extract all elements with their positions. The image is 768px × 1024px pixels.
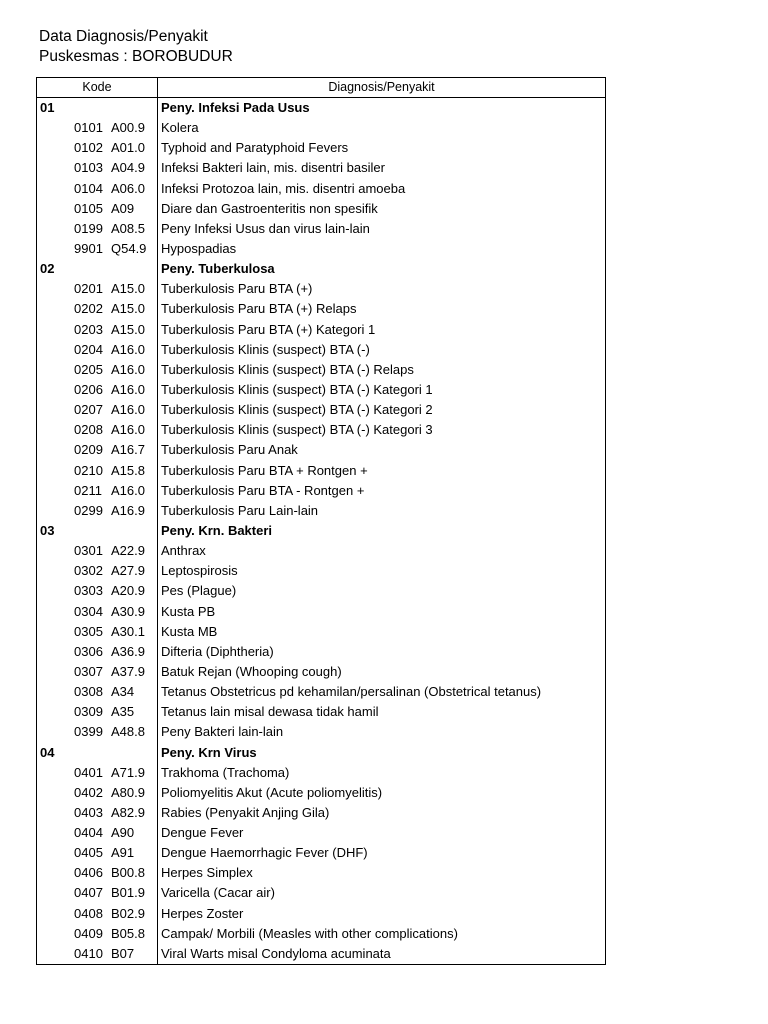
- table-row: [37, 662, 605, 682]
- icd-code: A09: [111, 200, 135, 216]
- diagnosis-table: [36, 77, 606, 965]
- item-code: 0305: [74, 623, 103, 639]
- diagnosis-name: Anthrax: [161, 543, 206, 559]
- table-body: [37, 98, 605, 964]
- item-code: 0203: [74, 321, 103, 337]
- icd-code: B00.8: [111, 865, 145, 881]
- table-row: [37, 158, 605, 178]
- icd-code: B07: [111, 945, 135, 961]
- diagnosis-name: Dengue Fever: [161, 825, 244, 841]
- group-name: Peny. Krn Virus: [161, 744, 257, 760]
- item-code: 0405: [74, 845, 103, 861]
- item-code: 0103: [74, 160, 103, 176]
- icd-code: A30.9: [111, 603, 145, 619]
- diagnosis-name: Peny Bakteri lain-lain: [161, 724, 284, 740]
- table-row: [37, 501, 605, 521]
- group-code: 01: [40, 100, 55, 115]
- icd-code: A15.8: [111, 462, 145, 478]
- document-subtitle: Puskesmas : BOROBUDUR: [39, 48, 233, 65]
- icd-code: A36.9: [111, 643, 145, 659]
- table-row: [37, 400, 605, 420]
- group-name: Peny. Tuberkulosa: [161, 261, 275, 277]
- item-code: 0399: [74, 724, 103, 740]
- diagnosis-name: Infeksi Bakteri lain, mis. disentri basiler: [161, 160, 385, 176]
- item-code: 0206: [74, 381, 103, 397]
- item-code: 0402: [74, 784, 103, 800]
- item-code: 0302: [74, 563, 103, 579]
- icd-code: A27.9: [111, 563, 145, 579]
- diagnosis-name: Tuberkulosis Paru BTA (+) Relaps: [161, 301, 357, 317]
- item-code: 0409: [74, 925, 103, 941]
- diagnosis-name: Poliomyelitis Akut (Acute poliomyelitis): [161, 784, 383, 800]
- table-row: [37, 763, 605, 783]
- icd-code: A00.9: [111, 120, 145, 136]
- item-code: 0205: [74, 361, 103, 377]
- table-row: [37, 702, 605, 722]
- table-row: [37, 219, 605, 239]
- item-code: 0303: [74, 583, 103, 599]
- diagnosis-name: Rabies (Penyakit Anjing Gila): [161, 804, 330, 820]
- table-row: [37, 179, 605, 199]
- icd-code: A22.9: [111, 543, 145, 559]
- diagnosis-name: Campak/ Morbili (Measles with other complications): [161, 925, 458, 941]
- table-row: [37, 340, 605, 360]
- group-name: Peny. Krn. Bakteri: [161, 522, 273, 538]
- diagnosis-name: Infeksi Protozoa lain, mis. disentri amoeba: [161, 180, 406, 196]
- item-code: 0410: [74, 945, 103, 961]
- item-code: 0299: [74, 502, 103, 518]
- group-row: [37, 743, 605, 763]
- diagnosis-name: Batuk Rejan (Whooping cough): [161, 663, 342, 679]
- icd-code: A48.8: [111, 724, 145, 740]
- diagnosis-name: Trakhoma (Trachoma): [161, 764, 290, 780]
- table-row: [37, 420, 605, 440]
- icd-code: A35: [111, 704, 135, 720]
- table-row: [37, 380, 605, 400]
- icd-code: A71.9: [111, 764, 145, 780]
- diagnosis-name: Herpes Zoster: [161, 905, 244, 921]
- table-row: [37, 360, 605, 380]
- table-row: [37, 541, 605, 561]
- diagnosis-name: Typhoid and Paratyphoid Fevers: [161, 140, 349, 156]
- item-code: 0105: [74, 200, 103, 216]
- diagnosis-name: Tuberkulosis Paru BTA (+): [161, 281, 313, 297]
- diagnosis-name: Tuberkulosis Paru Lain-lain: [161, 502, 319, 518]
- item-code: 0404: [74, 825, 103, 841]
- table-row: [37, 863, 605, 883]
- icd-code: A37.9: [111, 663, 145, 679]
- item-code: 0202: [74, 301, 103, 317]
- table-row: [37, 239, 605, 259]
- diagnosis-name: Tuberkulosis Paru BTA + Rontgen +: [161, 462, 368, 478]
- diagnosis-name: Herpes Simplex: [161, 865, 253, 881]
- table-row: [37, 440, 605, 460]
- icd-code: B02.9: [111, 905, 145, 921]
- table-row: [37, 803, 605, 823]
- diagnosis-name: Kusta PB: [161, 603, 216, 619]
- table-row: [37, 279, 605, 299]
- item-code: 0204: [74, 341, 103, 357]
- item-code: 0102: [74, 140, 103, 156]
- diagnosis-name: Pes (Plague): [161, 583, 237, 599]
- diagnosis-name: Tuberkulosis Klinis (suspect) BTA (-) Kategori 3: [161, 422, 433, 438]
- diagnosis-name: Tuberkulosis Paru BTA - Rontgen +: [161, 482, 365, 498]
- item-code: 0104: [74, 180, 103, 196]
- icd-code: A15.0: [111, 321, 145, 337]
- group-name: Peny. Infeksi Pada Usus: [161, 100, 310, 115]
- item-code: 0408: [74, 905, 103, 921]
- table-row: [37, 642, 605, 662]
- table-row: [37, 118, 605, 138]
- diagnosis-name: Leptospirosis: [161, 563, 238, 579]
- item-code: 0301: [74, 543, 103, 559]
- diagnosis-name: Tuberkulosis Klinis (suspect) BTA (-): [161, 341, 370, 357]
- icd-code: B01.9: [111, 885, 145, 901]
- diagnosis-name: Difteria (Diphtheria): [161, 643, 274, 659]
- icd-code: A90: [111, 825, 135, 841]
- icd-code: A08.5: [111, 220, 145, 236]
- item-code: 0407: [74, 885, 103, 901]
- item-code: 0210: [74, 462, 103, 478]
- item-code: 0209: [74, 442, 103, 458]
- diagnosis-name: Peny Infeksi Usus dan virus lain-lain: [161, 220, 370, 236]
- icd-code: A15.0: [111, 301, 145, 317]
- group-row: [37, 259, 605, 279]
- table-row: [37, 722, 605, 742]
- table-row: [37, 138, 605, 158]
- table-row: [37, 602, 605, 622]
- item-code: 0406: [74, 865, 103, 881]
- icd-code: A16.0: [111, 422, 145, 438]
- icd-code: A34: [111, 684, 135, 700]
- group-code: 02: [40, 261, 55, 277]
- item-code: 0201: [74, 281, 103, 297]
- item-code: 0207: [74, 402, 103, 418]
- item-code: 0309: [74, 704, 103, 720]
- diagnosis-name: Tuberkulosis Klinis (suspect) BTA (-) Kategori 1: [161, 381, 433, 397]
- group-code: 04: [40, 744, 55, 760]
- icd-code: A20.9: [111, 583, 145, 599]
- item-code: 0306: [74, 643, 103, 659]
- table-row: [37, 783, 605, 803]
- item-code: 0208: [74, 422, 103, 438]
- diagnosis-name: Kolera: [161, 120, 199, 136]
- document-title: Data Diagnosis/Penyakit: [39, 28, 208, 45]
- table-row: [37, 682, 605, 702]
- icd-code: A16.0: [111, 482, 145, 498]
- table-row: [37, 944, 605, 964]
- table-row: [37, 924, 605, 944]
- item-code: 0401: [74, 764, 103, 780]
- icd-code: A16.0: [111, 341, 145, 357]
- table-row: [37, 299, 605, 319]
- diagnosis-name: Viral Warts misal Condyloma acuminata: [161, 945, 391, 961]
- icd-code: A16.7: [111, 442, 145, 458]
- icd-code: A30.1: [111, 623, 145, 639]
- diagnosis-name: Tuberkulosis Klinis (suspect) BTA (-) Kategori 2: [161, 402, 433, 418]
- icd-code: A80.9: [111, 784, 145, 800]
- table-row: [37, 461, 605, 481]
- item-code: 0307: [74, 663, 103, 679]
- table-row: [37, 622, 605, 642]
- icd-code: A15.0: [111, 281, 145, 297]
- icd-code: A16.0: [111, 402, 145, 418]
- table-row: [37, 904, 605, 924]
- group-row: [37, 521, 605, 541]
- table-row: [37, 561, 605, 581]
- icd-code: B05.8: [111, 925, 145, 941]
- table-row: [37, 199, 605, 219]
- icd-code: A01.0: [111, 140, 145, 156]
- diagnosis-name: Varicella (Cacar air): [161, 885, 275, 901]
- item-code: 9901: [74, 240, 103, 256]
- item-code: 0304: [74, 603, 103, 619]
- table-row: [37, 481, 605, 501]
- icd-code: A04.9: [111, 160, 145, 176]
- diagnosis-name: Hypospadias: [161, 240, 237, 256]
- item-code: 0101: [74, 120, 103, 136]
- table-row: [37, 883, 605, 903]
- diagnosis-name: Kusta MB: [161, 623, 218, 639]
- item-code: 0308: [74, 684, 103, 700]
- icd-code: A82.9: [111, 804, 145, 820]
- table-row: [37, 843, 605, 863]
- icd-code: A06.0: [111, 180, 145, 196]
- icd-code: A16.0: [111, 361, 145, 377]
- item-code: 0199: [74, 220, 103, 236]
- diagnosis-name: Tuberkulosis Klinis (suspect) BTA (-) Relaps: [161, 361, 414, 377]
- icd-code: A91: [111, 845, 135, 861]
- column-header-diagnosis: Diagnosis/Penyakit: [328, 80, 435, 94]
- column-header-kode: Kode: [82, 80, 112, 94]
- icd-code: Q54.9: [111, 240, 147, 256]
- table-row: [37, 581, 605, 601]
- item-code: 0211: [74, 482, 102, 498]
- diagnosis-name: Tetanus Obstetricus pd kehamilan/persalinan (Obstetrical tetanus): [161, 684, 542, 700]
- icd-code: A16.9: [111, 502, 145, 518]
- diagnosis-name: Tuberkulosis Paru BTA (+) Kategori 1: [161, 321, 376, 337]
- group-row: [37, 98, 605, 118]
- table-row: [37, 320, 605, 340]
- group-code: 03: [40, 522, 55, 538]
- item-code: 0403: [74, 804, 103, 820]
- diagnosis-name: Tuberkulosis Paru Anak: [161, 442, 298, 458]
- diagnosis-name: Diare dan Gastroenteritis non spesifik: [161, 200, 378, 216]
- table-row: [37, 823, 605, 843]
- diagnosis-name: Tetanus lain misal dewasa tidak hamil: [161, 704, 379, 720]
- diagnosis-name: Dengue Haemorrhagic Fever (DHF): [161, 845, 368, 861]
- icd-code: A16.0: [111, 381, 145, 397]
